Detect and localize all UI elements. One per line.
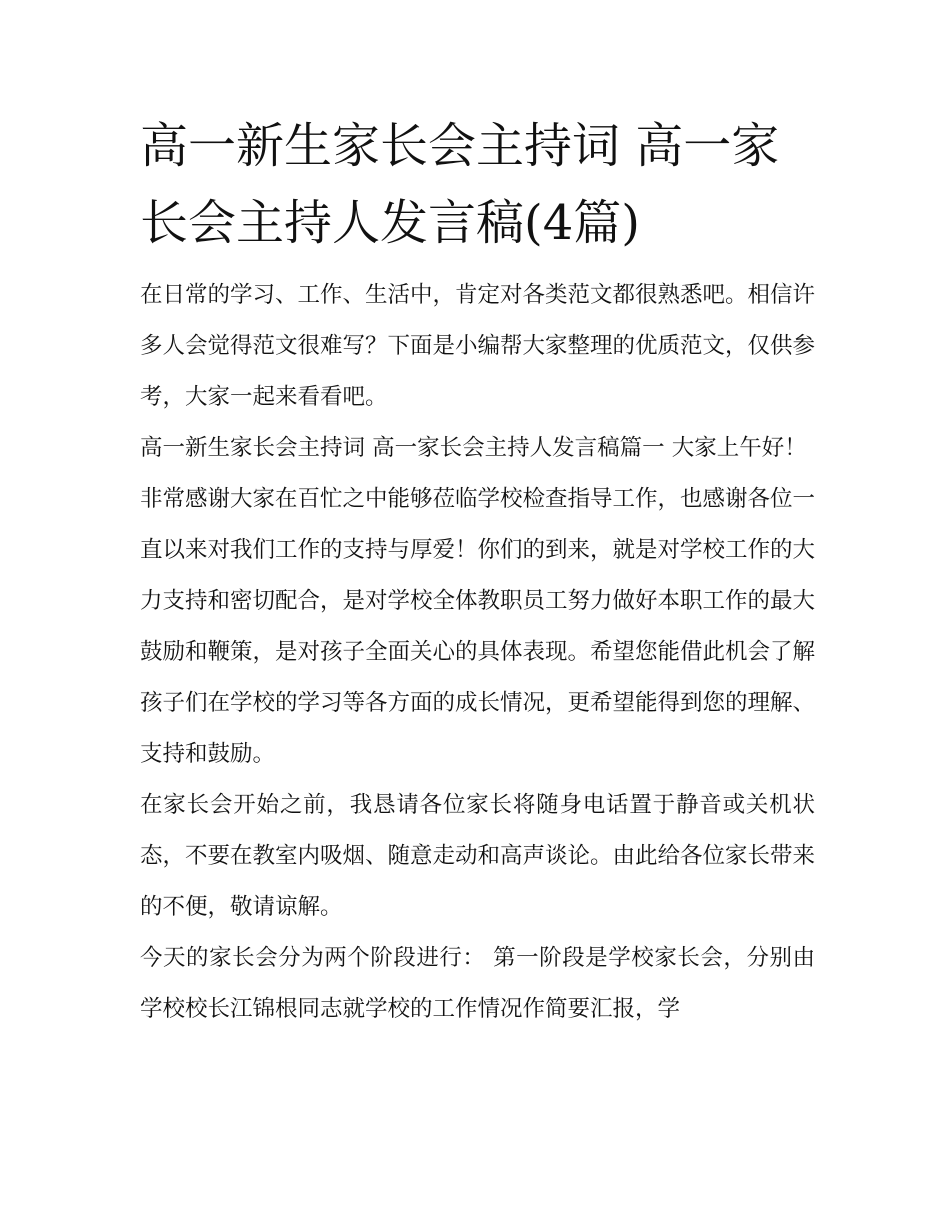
paragraph-request: 在家长会开始之前，我恳请各位家长将随身电话置于静音或关机状态，不要在教室内吸烟、随意走动和高声谈论。由此给各位家长带来的不便，敬请谅解。 bbox=[140, 792, 816, 920]
paragraph-intro: 在日常的学习、工作、生活中，肯定对各类范文都很熟悉吧。相信许多人会觉得范文很难写？下面是小编帮大家整理的优质范文，仅供参考，大家一起来看看吧。 bbox=[140, 282, 816, 410]
paragraph-greeting: 高一新生家长会主持词 高一家长会主持人发言稿篇一 大家上午好！ bbox=[140, 435, 807, 461]
paragraph-agenda: 今天的家长会分为两个阶段进行： 第一阶段是学校家长会，分别由学校校长江锦根同志就学校的工作情况作简要汇报，学 bbox=[140, 945, 815, 1022]
document-title: 高一新生家长会主持词 高一家长会主持人发言稿(4篇) bbox=[140, 118, 780, 251]
document-page bbox=[140, 108, 815, 1035]
paragraph-thanks: 非常感谢大家在百忙之中能够莅临学校检查指导工作，也感谢各位一直以来对我们工作的支持与厚爱！你们的到来，就是对学校工作的大力支持和密切配合，是对学校全体教职员工努力做好本职工作的最大鼓励和鞭策，是对孩子全面关心的具体表现。希望您能借此机会了解孩子们在学校的学习等各方面的成长情况，更希望能得到您的理解、支持和鼓励。 bbox=[140, 486, 816, 767]
